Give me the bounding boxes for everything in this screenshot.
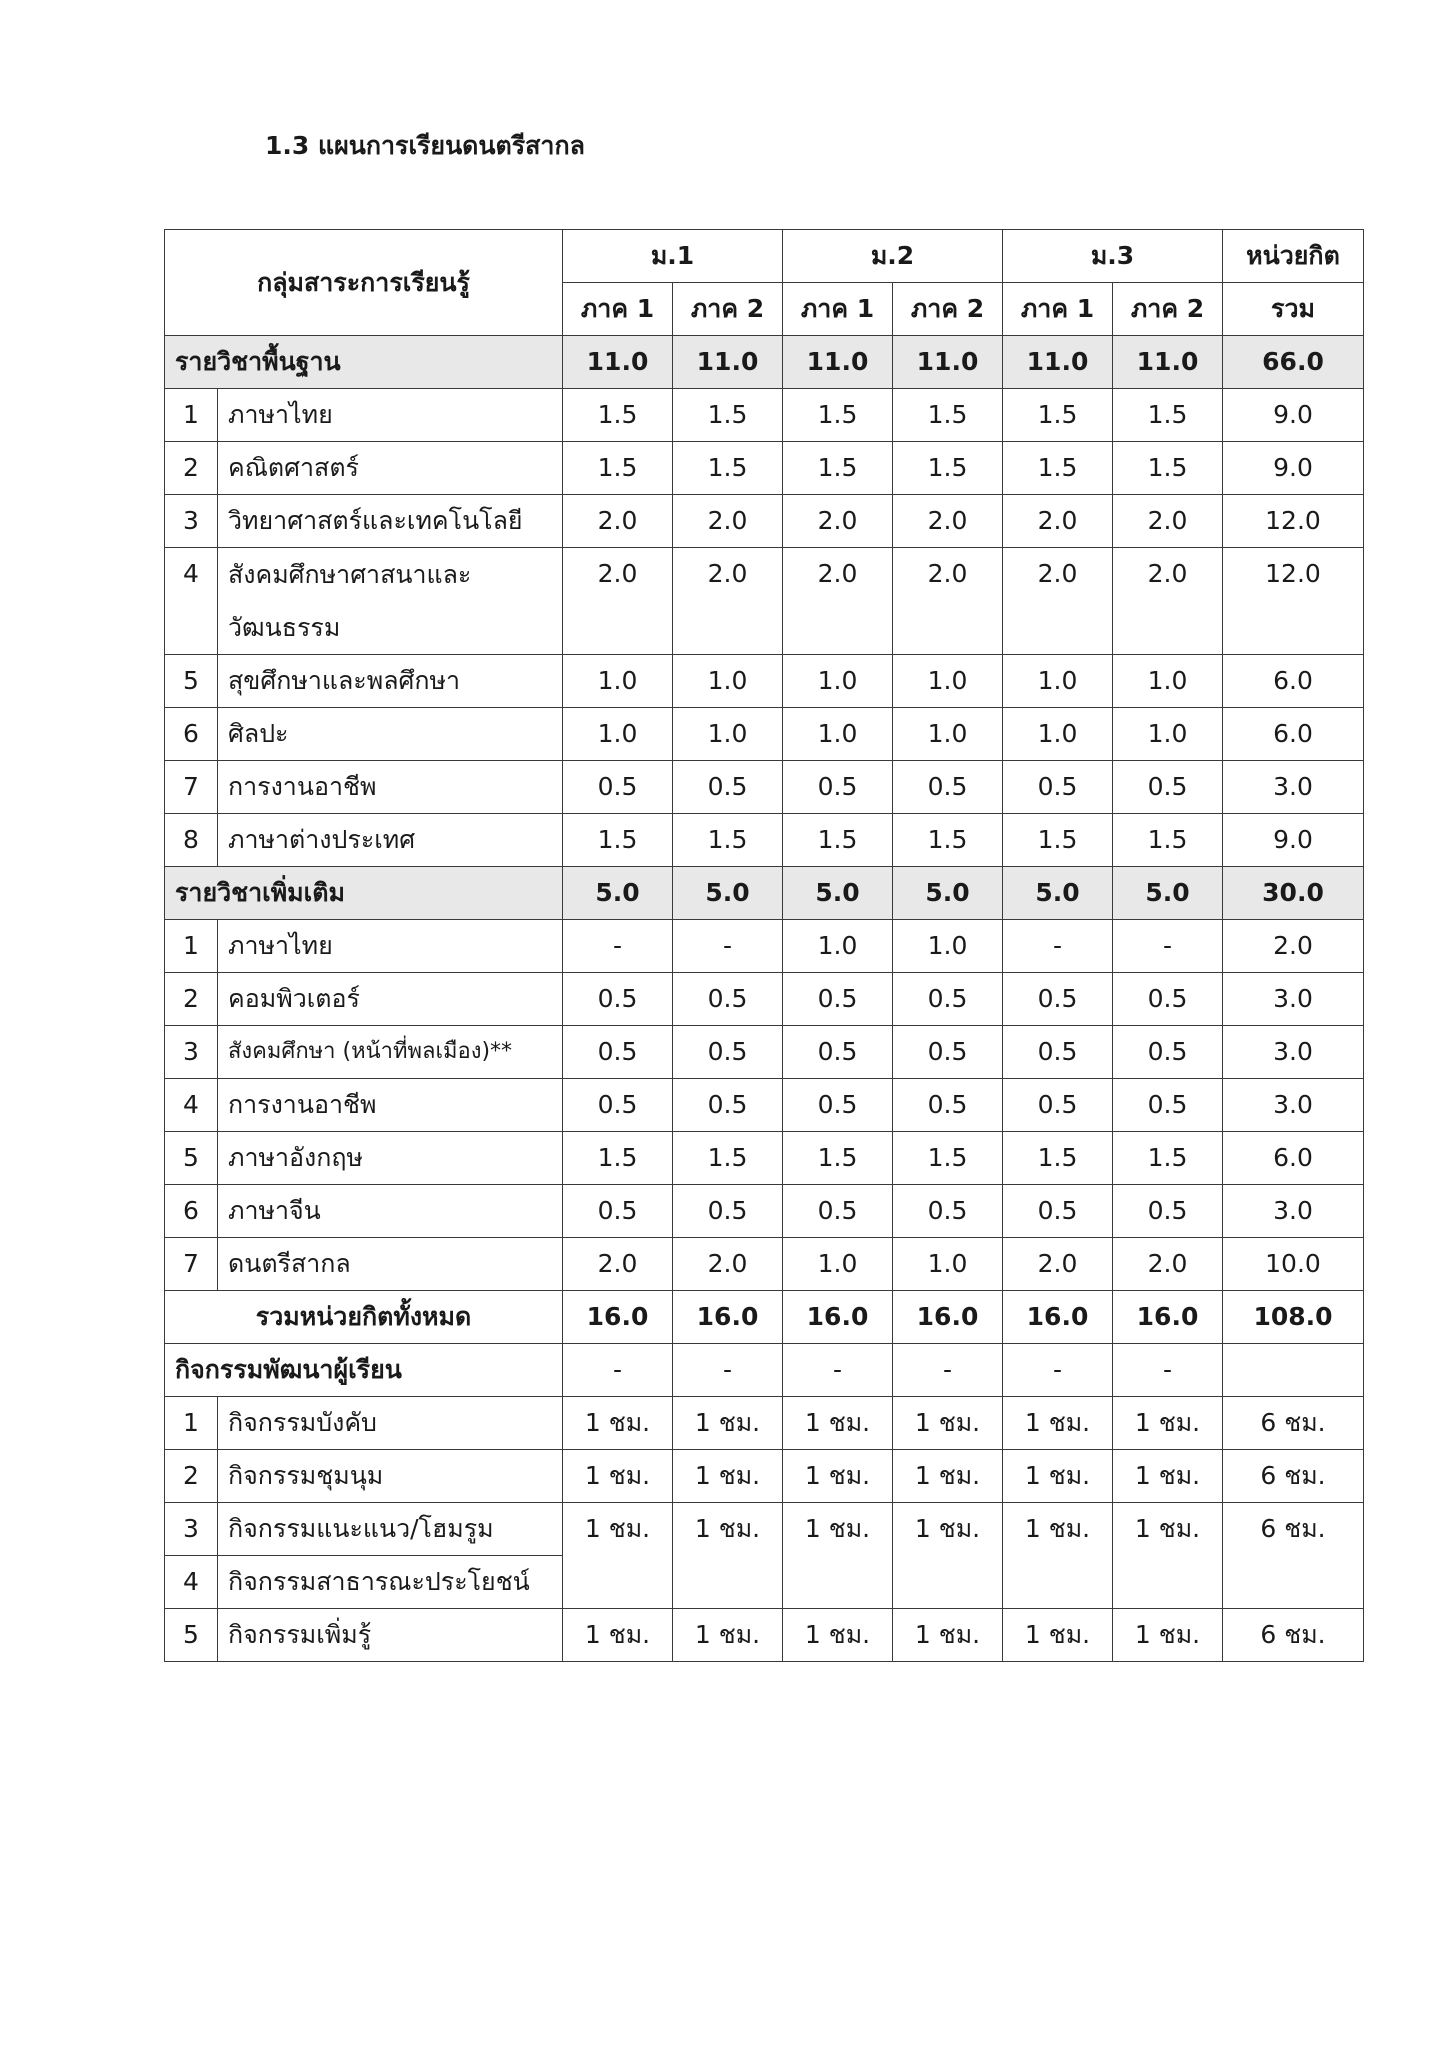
table-cell: 16.0 (1113, 1291, 1223, 1344)
table-cell: 1 ชม. (783, 1450, 893, 1503)
activity-name: กิจกรรมชุมนุม (218, 1450, 563, 1503)
table-cell: 1.5 (673, 814, 783, 867)
table-cell: 11.0 (783, 336, 893, 389)
table-cell: 1.5 (893, 814, 1003, 867)
table-cell: 1.5 (1113, 442, 1223, 495)
term-header: ภาค 2 (1113, 283, 1223, 336)
table-row (165, 1026, 1364, 1079)
term-header: ภาค 2 (893, 283, 1003, 336)
table-cell: 1.5 (1113, 389, 1223, 442)
table-row (165, 1079, 1364, 1132)
activity-name: กิจกรรมเพิ่มรู้ (218, 1609, 563, 1662)
table-row (165, 973, 1364, 1026)
total-cell: 6.0 (1223, 655, 1364, 708)
table-cell: 0.5 (1113, 1026, 1223, 1079)
table-cell: 0.5 (1003, 1026, 1113, 1079)
table-cell: 1.5 (1003, 389, 1113, 442)
table-row (165, 548, 1364, 655)
table-cell: 11.0 (893, 336, 1003, 389)
table-cell: 1.5 (1003, 814, 1113, 867)
grade-header: ม.2 (783, 230, 1003, 283)
table-row (165, 1609, 1364, 1662)
group-row-activities (165, 1344, 1364, 1397)
section-title: 1.3 แผนการเรียนดนตรีสากล (265, 131, 585, 160)
subject-name: คณิตศาสตร์ (218, 442, 563, 495)
table-cell: 1.5 (893, 442, 1003, 495)
total-cell: 12.0 (1223, 495, 1364, 548)
table-cell: 1.5 (783, 1132, 893, 1185)
table-cell: 0.5 (893, 1185, 1003, 1238)
table-cell: 2.0 (563, 495, 673, 548)
table-row (165, 708, 1364, 761)
grade-header: ม.1 (563, 230, 783, 283)
table-row (165, 1185, 1364, 1238)
table-row (165, 920, 1364, 973)
term-header: ภาค 1 (783, 283, 893, 336)
table-cell: 1 ชม. (1003, 1397, 1113, 1450)
table-cell: 1.0 (1003, 708, 1113, 761)
table-row (165, 1132, 1364, 1185)
table-cell: 1 ชม. (673, 1450, 783, 1503)
activity-name: กิจกรรมสาธารณะประโยชน์ (218, 1556, 563, 1609)
row-number: 4 (165, 1556, 218, 1609)
table-cell: 1.0 (1113, 708, 1223, 761)
table-row (165, 1450, 1364, 1503)
row-number: 2 (165, 442, 218, 495)
table-cell: 1.5 (783, 389, 893, 442)
row-number: 6 (165, 1185, 218, 1238)
table-cell: 1.0 (893, 655, 1003, 708)
table-cell: - (893, 1344, 1003, 1397)
table-cell: 1.5 (1113, 1132, 1223, 1185)
table-cell: 0.5 (893, 973, 1003, 1026)
table-cell: 0.5 (1003, 761, 1113, 814)
table-cell: 0.5 (783, 1026, 893, 1079)
table-cell: 1.0 (893, 920, 1003, 973)
table-cell: 2.0 (1003, 548, 1113, 655)
table-cell: - (783, 1344, 893, 1397)
table-cell: 1.0 (563, 655, 673, 708)
row-number: 1 (165, 389, 218, 442)
table-cell: 1 ชม. (1113, 1503, 1223, 1609)
table-cell: - (1113, 920, 1223, 973)
term-header: ภาค 1 (1003, 283, 1113, 336)
row-number: 7 (165, 761, 218, 814)
table-cell: 1 ชม. (893, 1609, 1003, 1662)
row-number: 4 (165, 1079, 218, 1132)
table-cell: 5.0 (893, 867, 1003, 920)
table-cell: 5.0 (673, 867, 783, 920)
total-cell: 6 ชม. (1223, 1397, 1364, 1450)
table-row (165, 442, 1364, 495)
table-cell: 0.5 (783, 1185, 893, 1238)
table-cell: 2.0 (1113, 548, 1223, 655)
row-number: 3 (165, 495, 218, 548)
table-cell: 0.5 (673, 1079, 783, 1132)
table-cell: 0.5 (1003, 973, 1113, 1026)
subject-name: ภาษาไทย (218, 920, 563, 973)
table-cell: 1.0 (563, 708, 673, 761)
table-cell: 11.0 (1113, 336, 1223, 389)
total-cell: 6 ชม. (1223, 1609, 1364, 1662)
table-row (165, 814, 1364, 867)
table-cell: 1 ชม. (1113, 1397, 1223, 1450)
table-cell: 1 ชม. (1003, 1503, 1113, 1609)
term-header: ภาค 2 (673, 283, 783, 336)
table-cell: 0.5 (783, 761, 893, 814)
table-cell: 1.5 (783, 442, 893, 495)
table-cell: 1.0 (783, 1238, 893, 1291)
table-cell: 0.5 (783, 973, 893, 1026)
table-cell: 16.0 (563, 1291, 673, 1344)
total-cell: 30.0 (1223, 867, 1364, 920)
table-cell: 1.5 (563, 1132, 673, 1185)
table-row (165, 761, 1364, 814)
total-cell (1223, 1344, 1364, 1397)
table-cell: 1.5 (893, 389, 1003, 442)
table-cell: 2.0 (1113, 1238, 1223, 1291)
table-cell: 0.5 (893, 761, 1003, 814)
group-row-additional (165, 867, 1364, 920)
subject-name: การงานอาชีพ (218, 761, 563, 814)
table-cell: 2.0 (673, 548, 783, 655)
table-cell: 16.0 (673, 1291, 783, 1344)
table-cell: 1 ชม. (563, 1503, 673, 1609)
table-cell: 1.0 (673, 655, 783, 708)
table-cell: 1.0 (893, 708, 1003, 761)
table-cell: 1.0 (1113, 655, 1223, 708)
group-label: รายวิชาเพิ่มเติม (165, 867, 563, 920)
table-cell: 1.5 (783, 814, 893, 867)
table-cell: 1 ชม. (1113, 1609, 1223, 1662)
grand-total-row (165, 1291, 1364, 1344)
table-row (165, 1503, 1364, 1556)
group-row-basic (165, 336, 1364, 389)
table-cell: 2.0 (783, 548, 893, 655)
activity-name: กิจกรรมบังคับ (218, 1397, 563, 1450)
table-cell: 1.5 (673, 442, 783, 495)
table-cell: 0.5 (563, 1026, 673, 1079)
subject-name: ภาษาจีน (218, 1185, 563, 1238)
table-cell: 0.5 (563, 973, 673, 1026)
table-cell: 5.0 (783, 867, 893, 920)
table-cell: 1.5 (673, 1132, 783, 1185)
table-cell: 1 ชม. (673, 1609, 783, 1662)
table-cell: 1 ชม. (673, 1397, 783, 1450)
subject-name: การงานอาชีพ (218, 1079, 563, 1132)
total-cell: 12.0 (1223, 548, 1364, 655)
table-cell: 0.5 (673, 973, 783, 1026)
table-cell: - (673, 1344, 783, 1397)
table-cell: - (1003, 920, 1113, 973)
subject-name: สุขศึกษาและพลศึกษา (218, 655, 563, 708)
table-cell: 0.5 (1003, 1185, 1113, 1238)
total-cell: 9.0 (1223, 442, 1364, 495)
table-cell: 1 ชม. (783, 1609, 893, 1662)
total-cell: 6.0 (1223, 1132, 1364, 1185)
subject-name: สังคมศึกษาศาสนาและวัฒนธรรม (218, 548, 563, 655)
table-cell: 0.5 (783, 1079, 893, 1132)
table-cell: 1.0 (673, 708, 783, 761)
row-number: 7 (165, 1238, 218, 1291)
table-cell: 1.5 (1113, 814, 1223, 867)
table-cell: - (1113, 1344, 1223, 1397)
grand-total-label: รวมหน่วยกิตทั้งหมด (165, 1291, 563, 1344)
table-cell: 1 ชม. (1003, 1450, 1113, 1503)
table-cell: 2.0 (563, 548, 673, 655)
table-cell: 1.0 (783, 708, 893, 761)
table-cell: 0.5 (673, 1185, 783, 1238)
table-cell: 1 ชม. (563, 1609, 673, 1662)
total-cell: 6.0 (1223, 708, 1364, 761)
row-number: 5 (165, 1609, 218, 1662)
total-cell: 2.0 (1223, 920, 1364, 973)
table-cell: 1 ชม. (563, 1450, 673, 1503)
total-cell: 3.0 (1223, 1185, 1364, 1238)
subject-name: วิทยาศาสตร์และเทคโนโลยี (218, 495, 563, 548)
table-cell: - (563, 1344, 673, 1397)
table-cell: 5.0 (563, 867, 673, 920)
total-cell: 3.0 (1223, 1079, 1364, 1132)
table-cell: 0.5 (1113, 761, 1223, 814)
study-plan-table (164, 229, 1364, 1662)
subject-name: สังคมศึกษา (หน้าที่พลเมือง)** (218, 1026, 563, 1079)
table-cell: 1 ชม. (783, 1397, 893, 1450)
term-header: ภาค 1 (563, 283, 673, 336)
table-cell: 0.5 (563, 1185, 673, 1238)
subject-name: ภาษาต่างประเทศ (218, 814, 563, 867)
row-number: 1 (165, 1397, 218, 1450)
table-row (165, 655, 1364, 708)
table-cell: 16.0 (1003, 1291, 1113, 1344)
row-number: 8 (165, 814, 218, 867)
table-cell: 2.0 (893, 495, 1003, 548)
table-cell: 2.0 (893, 548, 1003, 655)
table-cell: 0.5 (893, 1079, 1003, 1132)
table-cell: 1 ชม. (783, 1503, 893, 1609)
table-cell: 1.5 (563, 442, 673, 495)
total-cell: 6 ชม. (1223, 1450, 1364, 1503)
row-number: 4 (165, 548, 218, 655)
group-label: รายวิชาพื้นฐาน (165, 336, 563, 389)
table-cell: 0.5 (563, 1079, 673, 1132)
table-cell: 1.0 (783, 655, 893, 708)
table-cell: - (673, 920, 783, 973)
table-cell: 1.5 (563, 814, 673, 867)
table-cell: 16.0 (893, 1291, 1003, 1344)
total-cell: 3.0 (1223, 761, 1364, 814)
row-number: 2 (165, 973, 218, 1026)
total-header: รวม (1223, 283, 1364, 336)
row-number: 2 (165, 1450, 218, 1503)
table-cell: 1.0 (783, 920, 893, 973)
table-cell: 0.5 (563, 761, 673, 814)
group-header: กลุ่มสาระการเรียนรู้ (165, 230, 563, 336)
total-cell: 66.0 (1223, 336, 1364, 389)
subject-name: ภาษาไทย (218, 389, 563, 442)
table-cell: 1 ชม. (893, 1503, 1003, 1609)
row-number: 3 (165, 1503, 218, 1556)
total-cell: 3.0 (1223, 1026, 1364, 1079)
table-row (165, 1397, 1364, 1450)
table-cell: 1 ชม. (673, 1503, 783, 1609)
table-cell: 1 ชม. (893, 1450, 1003, 1503)
table-cell: 0.5 (1113, 1185, 1223, 1238)
grade-header: ม.3 (1003, 230, 1223, 283)
total-cell: 3.0 (1223, 973, 1364, 1026)
table-cell: - (563, 920, 673, 973)
table-cell: 0.5 (1113, 1079, 1223, 1132)
table-cell: 1.5 (563, 389, 673, 442)
table-cell: 1.5 (673, 389, 783, 442)
total-cell: 108.0 (1223, 1291, 1364, 1344)
table-cell: 1.5 (1003, 1132, 1113, 1185)
subject-name: ศิลปะ (218, 708, 563, 761)
row-number: 6 (165, 708, 218, 761)
table-cell: 11.0 (1003, 336, 1113, 389)
table-cell: 1.5 (893, 1132, 1003, 1185)
table-cell: 2.0 (783, 495, 893, 548)
row-number: 1 (165, 920, 218, 973)
total-cell: 9.0 (1223, 814, 1364, 867)
group-label: กิจกรรมพัฒนาผู้เรียน (165, 1344, 563, 1397)
table-cell: 0.5 (1003, 1079, 1113, 1132)
row-number: 5 (165, 1132, 218, 1185)
table-cell: 1 ชม. (1003, 1609, 1113, 1662)
table-cell: 0.5 (673, 1026, 783, 1079)
table-cell: 2.0 (673, 1238, 783, 1291)
table-cell: 2.0 (563, 1238, 673, 1291)
table-cell: 11.0 (673, 336, 783, 389)
table-cell: 2.0 (673, 495, 783, 548)
table-cell: 1.0 (1003, 655, 1113, 708)
subject-name: ภาษาอังกฤษ (218, 1132, 563, 1185)
table-cell: 0.5 (673, 761, 783, 814)
subject-name: คอมพิวเตอร์ (218, 973, 563, 1026)
total-cell: 6 ชม. (1223, 1503, 1364, 1609)
table-cell: 2.0 (1003, 1238, 1113, 1291)
table-cell: 2.0 (1113, 495, 1223, 548)
table-cell: - (1003, 1344, 1113, 1397)
table-row (165, 495, 1364, 548)
table-cell: 1.5 (1003, 442, 1113, 495)
table-cell: 1 ชม. (563, 1397, 673, 1450)
table-row (165, 1238, 1364, 1291)
table-cell: 5.0 (1003, 867, 1113, 920)
total-cell: 9.0 (1223, 389, 1364, 442)
table-cell: 2.0 (1003, 495, 1113, 548)
table-cell: 5.0 (1113, 867, 1223, 920)
row-number: 3 (165, 1026, 218, 1079)
table-cell: 11.0 (563, 336, 673, 389)
table-row (165, 389, 1364, 442)
header-row-grades (165, 230, 1364, 283)
activity-name: กิจกรรมแนะแนว/โฮมรูม (218, 1503, 563, 1556)
total-header: หน่วยกิต (1223, 230, 1364, 283)
row-number: 5 (165, 655, 218, 708)
table-cell: 1 ชม. (1113, 1450, 1223, 1503)
subject-name: ดนตรีสากล (218, 1238, 563, 1291)
table-cell: 1 ชม. (893, 1397, 1003, 1450)
table-cell: 1.0 (893, 1238, 1003, 1291)
table-cell: 0.5 (893, 1026, 1003, 1079)
total-cell: 10.0 (1223, 1238, 1364, 1291)
table-cell: 0.5 (1113, 973, 1223, 1026)
table-cell: 16.0 (783, 1291, 893, 1344)
